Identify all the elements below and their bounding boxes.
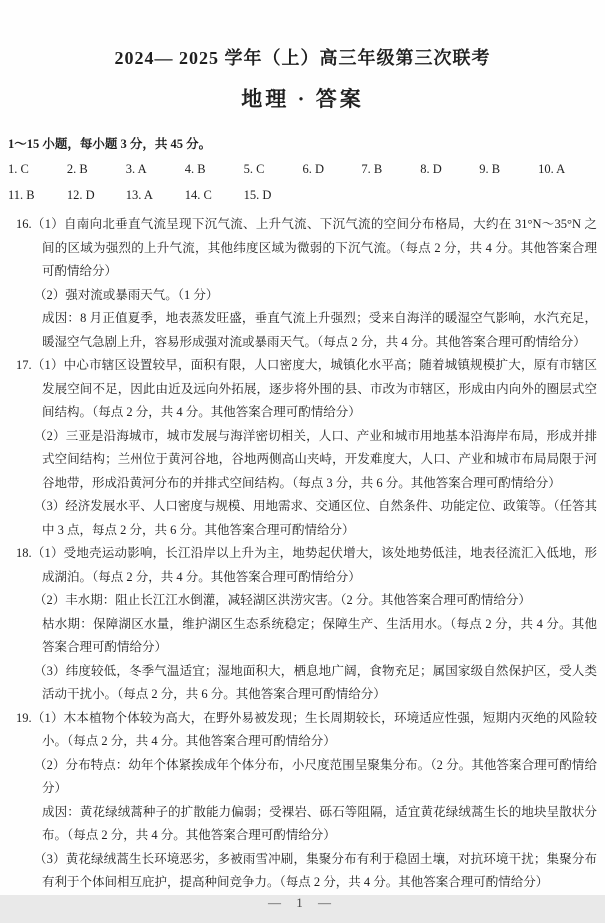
page-number: — 1 — [268,894,337,910]
mcq-answer-11: 11. B [8,188,35,202]
mcq-answer-2: 2. B [66,162,88,176]
q19-part2-cause-answer: 成因：黄花绿绒蒿种子的扩散能力偏弱；受裸岩、砾石等阻隔，适宜黄花绿绒蒿生长的地块呈散状分布。（每点 2 分，共 4 分。其他答案合理可酌情给分） [42,804,597,842]
mcq-answer-13: 13. A [125,188,153,202]
document-header [0,0,605,131]
mcq-answer-15: 15. D [243,188,272,202]
mcq-answer-12: 12. D [66,188,95,202]
mcq-answer-5: 5. C [243,162,265,176]
q16-part1-answer: 16.（1）自南向北垂直气流呈现下沉气流、上升气流、下沉气流的空间分布格局，大约在 31°N～35°N 之间的区域为强烈的上升气流，其他纬度区域为微弱的下沉气流。（每点 2 分，共 4 分。其他答案合理可酌情给分） [16,217,597,278]
document-footer [0,895,605,923]
mcq-answer-9: 9. B [479,162,501,176]
q19-part2-answer: （2）分布特点：幼年个体紧挨成年个体分布，小尺度范围呈聚集分布。（2 分。其他答案合理可酌情给分） [34,757,597,795]
q18-part2-dry-answer: 枯水期：保障湖区水量，维护湖区生态系统稳定；保障生产、生活用水。（每点 2 分，共 4 分。其他答案合理可酌情给分） [42,616,597,654]
q19-part3-answer: （3）黄花绿绒蒿生长环境恶劣，多被雨雪冲刷，集聚分布有利于稳固土壤，对抗环境干扰；集聚分布有利于个体间相互庇护，提高种间竞争力。（每点 2 分，共 4 分。其他答案合理可酌情给分） [34,851,597,889]
q17-part1-answer: 17.（1）中心市辖区设置较早，面积有限，人口密度大，城镇化水平高；随着城镇规模扩大，原有市辖区发展空间不足，因此由近及远向外拓展，逐步将外围的县、市改为市辖区，形成由内向外的圈层式空间结构。（每点 2 分，共 4 分。其他答案合理可酌情给分） [16,358,597,419]
mcq-answer-8: 8. D [420,162,442,176]
exam-title: 2024— 2025 学年（上）高三年级第三次联考 [114,48,491,68]
mcq-answer-14: 14. C [184,188,212,202]
mcq-section-header: 1～15 小题，每小题 3 分，共 45 分。 [8,137,212,151]
q17-part3-answer: （3）经济发展水平、人口密度与规模、用地需求、交通区位、自然条件、功能定位、政策等。（任答其中 3 点，每点 2 分，共 6 分。其他答案合理可酌情给分） [34,499,597,537]
free-response-answers [8,213,597,895]
q18-part3-answer: （3）纬度较低，冬季气温适宜；湿地面积大，栖息地广阔，食物充足；属国家级自然保护区，受人类活动干扰小。（每点 2 分，共 6 分。其他答案合理可酌情给分） [34,663,597,701]
q18-part1-answer: 18.（1）受地壳运动影响，长江沿岸以上升为主，地势起伏增大，该处地势低洼，地表径流汇入低地，形成湖泊。（每点 2 分，共 4 分。其他答案合理可酌情给分） [16,546,597,584]
mcq-answer-7: 7. B [361,162,383,176]
mcq-answer-10: 10. A [538,162,566,176]
q16-part2-answer: （2）强对流或暴雨天气。（1 分） [34,287,219,302]
mcq-answer-4: 4. B [184,162,206,176]
q19-part1-answer: 19.（1）木本植物个体较为高大，在野外易被发现；生长周期较长，环境适应性强，短期内灭绝的风险较小。（每点 2 分，共 4 分。其他答案合理可酌情给分） [16,710,597,748]
q17-part2-answer: （2）三亚是沿海城市，城市发展与海洋密切相关，人口、产业和城市用地基本沿海岸布局，形成并排式空间结构；兰州位于黄河谷地，谷地两侧高山夹峙，开发难度大，人口、产业和城市布局局限于河谷地带，形成沿黄河分布的并排式空间结构。（每点 3 分，共 6 分。其他答案合理可酌情给分） [34,428,597,490]
q18-part2-answer: （2）丰水期：阻止长江江水倒灌，减轻湖区洪涝灾害。（2 分。其他答案合理可酌情给分） [34,593,531,607]
mcq-answer-1: 1. C [8,162,29,176]
mcq-answer-3: 3. A [125,162,147,176]
mcq-answer-grid [8,158,597,207]
q16-part2-cause-answer: 成因：8 月正值夏季，地表蒸发旺盛，垂直气流上升强烈；受来自海洋的暖湿空气影响，水汽充足，暖湿空气急剧上升，容易形成强对流或暴雨天气。（每点 2 分，共 4 分。其他答案合理可酌情给分） [42,311,597,349]
subject-answer-title: 地理 · 答案 [241,87,364,111]
mcq-answer-6: 6. D [302,162,325,176]
